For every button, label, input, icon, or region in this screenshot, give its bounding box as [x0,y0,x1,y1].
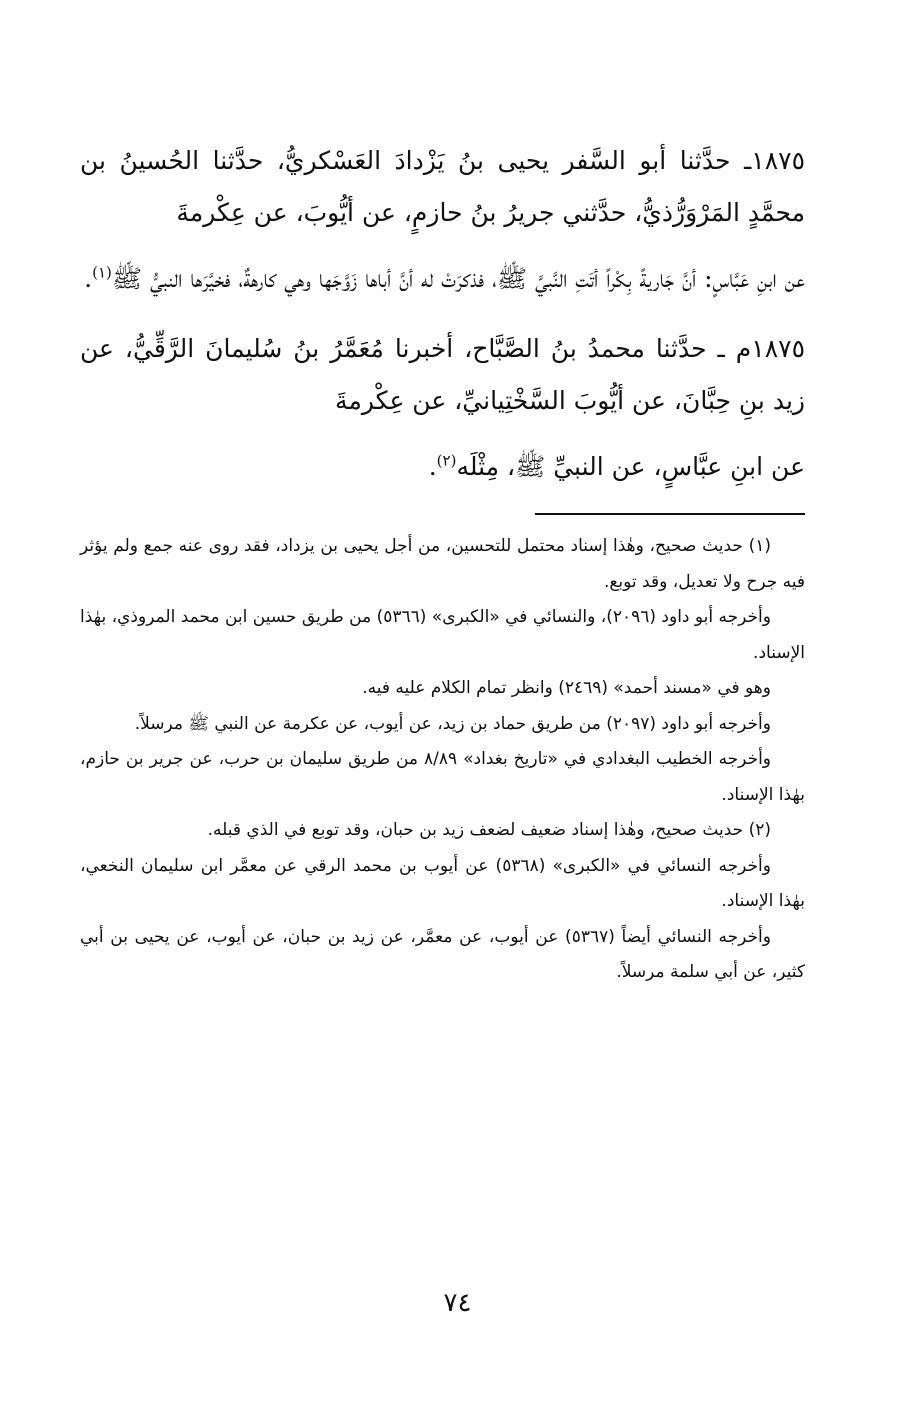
hadith-1875m-matn-text: عن ابنِ عبَّاسٍ، عن النبيِّ ﷺ، مِثْلَه [456,452,805,481]
hadith-1875-matn-text: عن ابنِ عَبَّاسٍ: أنَّ جَاريةً بِكْراً أتَتِ النَّبيَّ ﷺ، فذكرَتْ له أنَّ أباها زَوَّجَها وهي كارهةٌ، فخيَّرَها النبيُّ ﷺ [111,264,805,293]
footnote-1-abu-dawud: وأخرجه أبو داود (٢٠٩٦)، والنسائي في «الكبرى» (٥٣٦٦) من طريق حسين ابن محمد المروذي، بهٰذا الإسناد. [80,607,805,663]
footnote-2-nasai: وأخرجه النسائي في «الكبرى» (٥٣٦٨) عن أيوب بن محمد الرقي عن معمَّر ابن سليمان النخعي، بهٰذا الإسناد. [80,855,805,911]
hadith-1875-isnad [80,135,805,239]
footnote-separator [535,513,805,515]
hadith-1875-matn [80,253,805,305]
page-number: ٧٤ [443,1288,472,1318]
hadith-1875-isnad-text: ١٨٧٥ـ حدَّثنا أبو السَّفر يحيى بنُ يَزْدادَ العَسْكريُّ، حدَّثنا الحُسينُ بن محمَّدٍ المَرْوَرُّذيُّ، حدَّثني جريرُ بنُ حازمٍ، عن أيُّوبَ، عن عِكْرمةَ [80,146,805,227]
footnote-ref-1[interactable]: (١) [92,263,112,282]
hadith-1875-end: . [84,264,93,293]
page-body [80,135,805,991]
hadith-1875m-isnad [80,323,805,427]
footnote-2-nasai-mursal: وأخرجه النسائي أيضاً (٥٣٦٧) عن أيوب، عن معمَّر، عن زيد بن حبان، عن أيوب، عن يحيى بن أبي كثير، عن أبي سلمة مرسلاً. [80,926,805,982]
hadith-1875m-end: . [428,452,437,481]
footnote-1-khatib: وأخرجه الخطيب البغدادي في «تاريخ بغداد» ٨/٨٩ من طريق سليمان بن حرب، عن جرير بن حازم، بهٰذا الإسناد. [80,749,805,805]
footnote-ref-2[interactable]: (٢) [436,451,457,470]
hadith-1875m-matn [80,441,805,493]
footnote-2: (٢) حديث صحيح، وهٰذا إسناد ضعيف لضعف زيد بن حبان، وقد توبع في الذي قبله. [207,820,771,840]
footnote-1-abu-dawud-mursal: وأخرجه أبو داود (٢٠٩٧) من طريق حماد بن زيد، عن أيوب، عن عكرمة عن النبي ﷺ مرسلاً. [134,713,771,734]
footnote-1-musnad-ahmad: وهو في «مسند أحمد» (٢٤٦٩) وانظر تمام الكلام عليه فيه. [362,678,771,698]
hadith-1875m-isnad-text: ١٨٧٥م ـ حدَّثنا محمدُ بنُ الصَّبَّاح، أخبرنا مُعَمَّرُ بنُ سُليمانَ الرَّقِّيُّ، عن زيد بنِ حِبَّانَ، عن أيُّوبَ السَّخْتِيانيِّ، عن عِكْرمةَ [80,334,805,415]
footnote-1: (١) حديث صحيح، وهٰذا إسناد محتمل للتحسين، من أجل يحيى بن يزداد، فقد روى عنه جمع ولم يؤثر فيه جرح ولا تعديل، وقد توبع. [80,536,805,592]
